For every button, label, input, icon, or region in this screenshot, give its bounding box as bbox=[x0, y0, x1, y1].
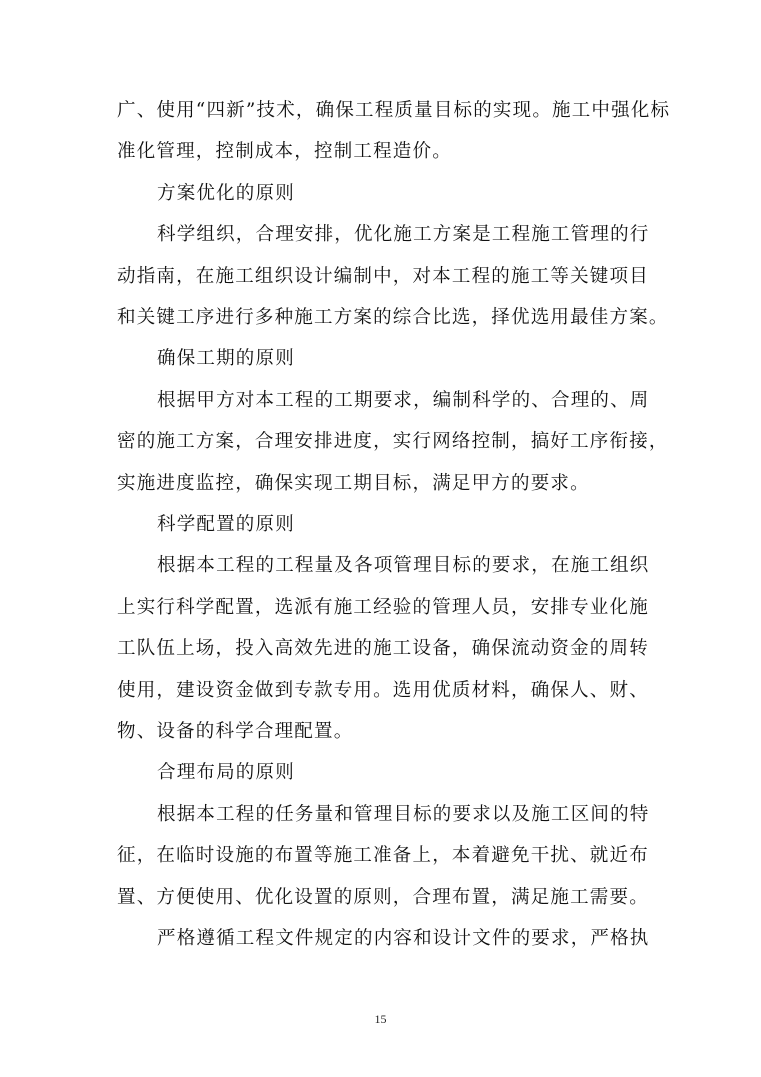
text-line-4: 科学组织，合理安排，优化施工方案是工程施工管理的行 bbox=[157, 224, 650, 245]
text-line-20: 置、方便使用、优化设置的原则，合理布置，满足施工需要。 bbox=[117, 887, 649, 908]
section-heading-configuration: 科学配置的原则 bbox=[157, 514, 295, 535]
text-line-6: 和关键工序进行多种施工方案的综合比选，择优选用最佳方案。 bbox=[117, 307, 669, 328]
text-line-18: 根据本工程的任务量和管理目标的要求以及施工区间的特 bbox=[157, 804, 650, 825]
text-line-10: 实施进度监控，确保实现工期目标，满足甲方的要求。 bbox=[117, 473, 590, 494]
text-line-14: 工队伍上场，投入高效先进的施工设备，确保流动资金的周转 bbox=[117, 638, 649, 659]
text-line-13: 上实行科学配置，选派有施工经验的管理人员，安排专业化施 bbox=[117, 597, 649, 618]
text-line-12: 根据本工程的工程量及各项管理目标的要求，在施工组织 bbox=[157, 555, 650, 576]
section-heading-schedule: 确保工期的原则 bbox=[157, 348, 295, 369]
text-line-16: 物、设备的科学合理配置。 bbox=[117, 721, 354, 742]
text-line-8: 根据甲方对本工程的工期要求，编制科学的、合理的、周 bbox=[157, 390, 650, 411]
text-line-9: 密的施工方案，合理安排进度，实行网络控制，搞好工序衔接， bbox=[117, 431, 669, 452]
text-line-15: 使用，建设资金做到专款专用。选用优质材料，确保人、财、 bbox=[117, 680, 649, 701]
section-heading-layout: 合理布局的原则 bbox=[157, 762, 295, 783]
page-number: 15 bbox=[374, 1012, 387, 1026]
text-line-21: 严格遵循工程文件规定的内容和设计文件的要求，严格执 bbox=[157, 928, 650, 949]
text-line-19: 征，在临时设施的布置等施工准备上，本着避免干扰、就近布 bbox=[117, 845, 649, 866]
text-line-2: 准化管理，控制成本，控制工程造价。 bbox=[117, 141, 452, 162]
section-heading-optimization: 方案优化的原则 bbox=[157, 183, 295, 204]
text-line-5: 动指南，在施工组织设计编制中，对本工程的施工等关键项目 bbox=[117, 266, 649, 287]
text-line-1: 广、使用“四新”技术，确保工程质量目标的实现。施工中强化标 bbox=[117, 100, 671, 121]
